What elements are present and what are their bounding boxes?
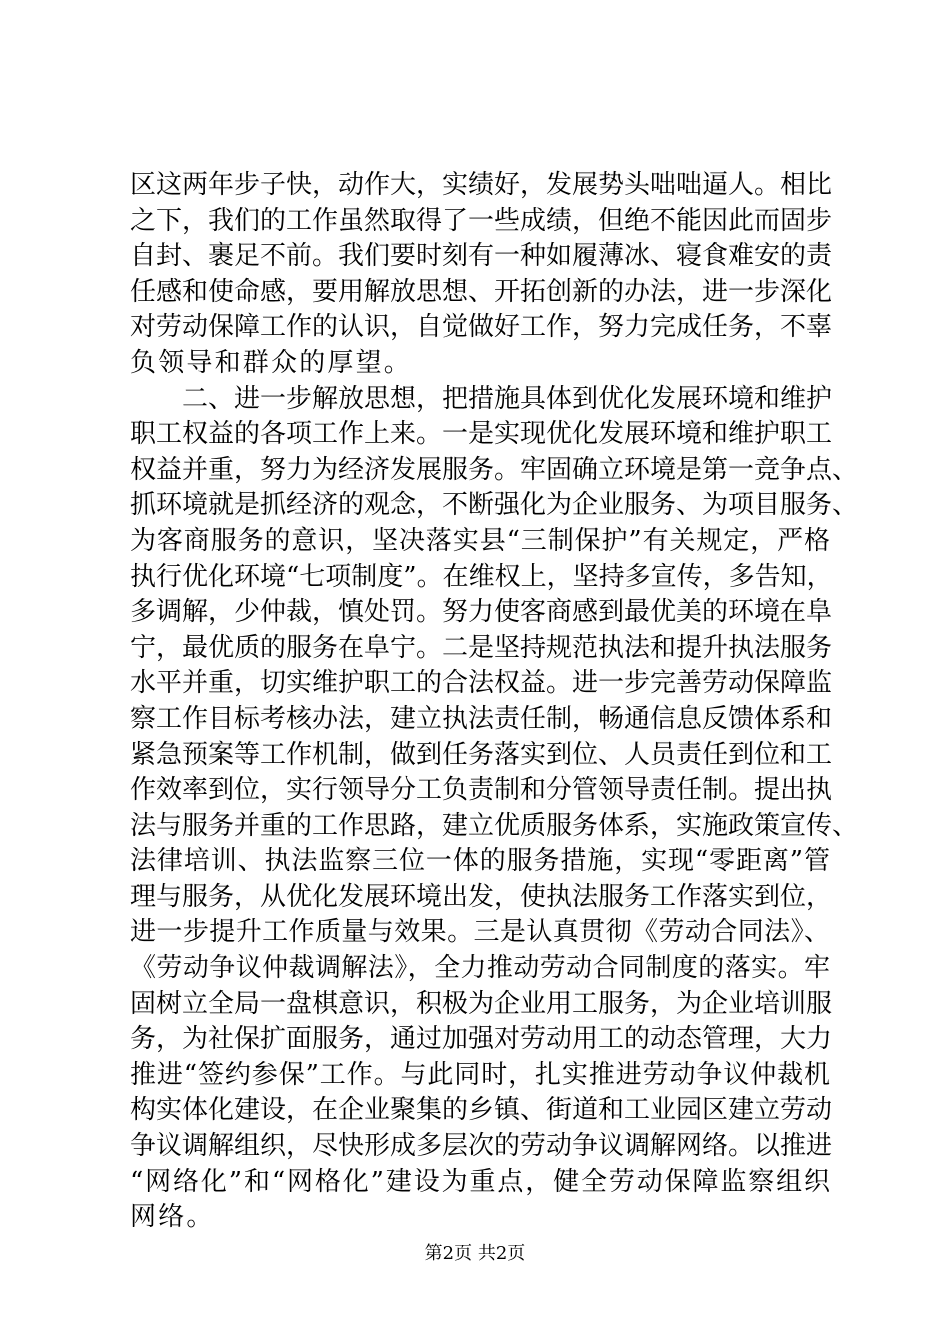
text-line: 水平并重，切实维护职工的合法权益。进一步完善劳动保障监 [130, 668, 833, 699]
text-line: 权益并重，努力为经济发展服务。牢固确立环境是第一竞争点、 [130, 454, 859, 485]
text-line: 固树立全局一盘棋意识，积极为企业用工服务，为企业培训服 [130, 988, 833, 1019]
text-line: 紧急预案等工作机制，做到任务落实到位、人员责任到位和工 [130, 739, 833, 770]
text-line: 作效率到位，实行领导分工负责制和分管领导责任制。提出执 [130, 775, 833, 806]
text-line: 宁，最优质的服务在阜宁。二是坚持规范执法和提升执法服务 [130, 632, 833, 663]
text-line: 执行优化环境“七项制度”。在维权上，坚持多宣传，多告知， [130, 561, 833, 592]
text-line: “网络化”和“网格化”建设为重点，健全劳动保障监察组织 [130, 1166, 830, 1197]
body-text [130, 168, 859, 1236]
text-line: 为客商服务的意识，坚决落实县“三制保护”有关规定，严格 [130, 525, 830, 556]
text-line: 法律培训、执法监察三位一体的服务措施，实现“零距离”管 [130, 846, 830, 877]
text-line: 抓环境就是抓经济的观念，不断强化为企业服务、为项目服务、 [130, 490, 859, 521]
text-line: 任感和使命感，要用解放思想、开拓创新的办法，进一步深化 [130, 276, 833, 307]
text-line: 法与服务并重的工作思路，建立优质服务体系，实施政策宣传、 [130, 810, 859, 841]
text-line: 进一步提升工作质量与效果。三是认真贯彻《劳动合同法》、 [130, 917, 830, 948]
text-line: 自封、裹足不前。我们要时刻有一种如履薄冰、寝食难安的责 [130, 241, 833, 272]
text-line: 二、进一步解放思想，把措施具体到优化发展环境和维护 [130, 383, 833, 414]
text-line: 争议调解组织，尽快形成多层次的劳动争议调解网络。以推进 [130, 1131, 833, 1162]
text-line: 对劳动保障工作的认识，自觉做好工作，努力完成任务，不辜 [130, 312, 833, 343]
text-line: 多调解，少仲裁，慎处罚。努力使客商感到最优美的环境在阜 [130, 597, 833, 628]
page-number-footer: 第2页 共2页 [424, 1243, 526, 1264]
text-line: 构实体化建设，在企业聚集的乡镇、街道和工业园区建立劳动 [130, 1095, 833, 1126]
text-line: 负领导和群众的厚望。 [130, 347, 413, 378]
text-line: 之下，我们的工作虽然取得了一些成绩，但绝不能因此而固步 [130, 205, 833, 236]
text-line: 察工作目标考核办法，建立执法责任制，畅通信息反馈体系和 [130, 703, 833, 734]
text-line: 网络。 [130, 1202, 215, 1233]
text-line: 推进“签约参保”工作。与此同时，扎实推进劳动争议仲裁机 [130, 1059, 830, 1090]
text-line: 区这两年步子快，动作大，实绩好，发展势头咄咄逼人。相比 [130, 170, 833, 200]
text-line: 务，为社保扩面服务，通过加强对劳动用工的动态管理，大力 [130, 1024, 833, 1055]
text-line: 《劳动争议仲裁调解法》，全力推动劳动合同制度的落实。牢 [130, 953, 830, 984]
text-line: 理与服务，从优化发展环境出发，使执法服务工作落实到位， [130, 881, 833, 912]
text-line: 职工权益的各项工作上来。一是实现优化发展环境和维护职工 [130, 419, 833, 450]
